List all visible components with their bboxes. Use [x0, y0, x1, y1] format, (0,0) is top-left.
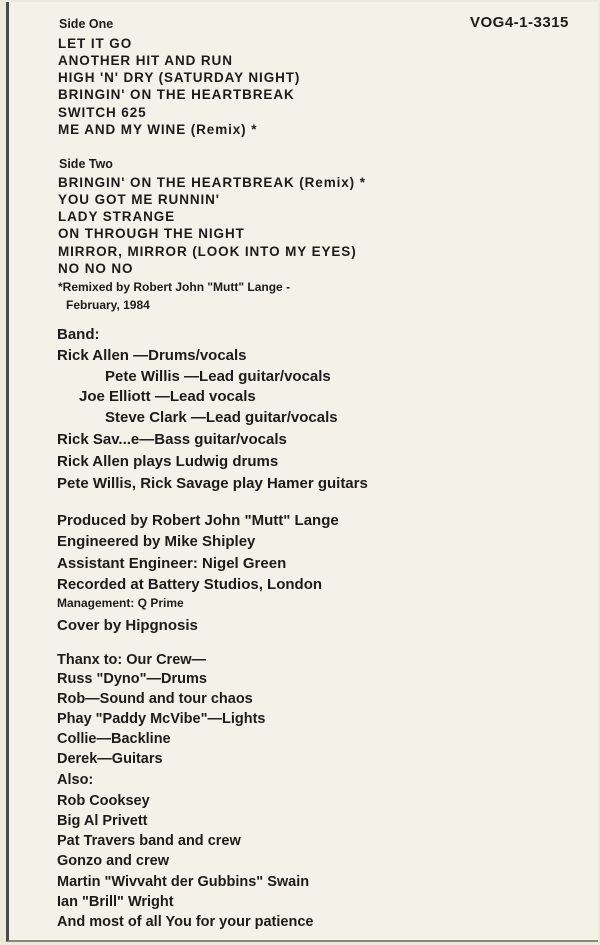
band-member: Rick Allen —Drums/vocals [57, 347, 247, 364]
band-member: Steve Clark —Lead guitar/vocals [105, 409, 338, 426]
thanks-line: Gonzo and crew [57, 853, 169, 869]
endorsement-line: Rick Allen plays Ludwig drums [57, 453, 279, 470]
thanks-line: Also: [57, 772, 94, 788]
thanks-line: Derek—Guitars [57, 751, 163, 767]
thanks-line: Russ "Dyno"—Drums [57, 671, 207, 687]
band-member: Joe Elliott —Lead vocals [79, 388, 256, 405]
engineer-credit: Engineered by Mike Shipley [57, 533, 256, 550]
thanks-line: Martin "Wivvaht der Gubbins" Swain [57, 874, 310, 890]
band-heading: Band: [57, 326, 100, 343]
track-item: YOU GOT ME RUNNIN' [58, 192, 220, 207]
track-item: SWITCH 625 [58, 105, 147, 120]
thanks-line: Big Al Privett [57, 813, 148, 829]
track-item: ANOTHER HIT AND RUN [58, 53, 233, 68]
thanks-line: Pat Travers band and crew [57, 833, 241, 849]
thanks-line: Ian "Brill" Wright [57, 894, 174, 910]
side-one-heading: Side One [59, 17, 114, 31]
remix-note-line: *Remixed by Robert John "Mutt" Lange - [58, 280, 291, 294]
thanks-line: Collie—Backline [57, 731, 171, 747]
catalog-number: VOG4-1-3315 [470, 14, 569, 31]
producer-credit: Produced by Robert John "Mutt" Lange [57, 512, 339, 529]
side-two-heading: Side Two [59, 157, 113, 171]
track-item: BRINGIN' ON THE HEARTBREAK [58, 87, 295, 102]
thanks-line: Thanx to: Our Crew— [57, 652, 207, 668]
band-member: Pete Willis —Lead guitar/vocals [105, 368, 331, 385]
track-item: BRINGIN' ON THE HEARTBREAK (Remix) * [58, 175, 366, 190]
band-member: Rick Sav...e—Bass guitar/vocals [57, 431, 287, 448]
track-item: ON THROUGH THE NIGHT [58, 226, 245, 241]
recording-studio-credit: Recorded at Battery Studios, London [57, 576, 323, 593]
endorsement-line: Pete Willis, Rick Savage play Hamer guitars [57, 475, 368, 492]
thanks-line: And most of all You for your patience [57, 914, 314, 930]
assistant-engineer-credit: Assistant Engineer: Nigel Green [57, 555, 287, 572]
thanks-line: Rob—Sound and tour chaos [57, 691, 253, 707]
track-item: LET IT GO [58, 36, 133, 51]
track-item: HIGH 'N' DRY (SATURDAY NIGHT) [58, 70, 301, 85]
thanks-line: Phay "Paddy McVibe"—Lights [57, 711, 266, 727]
track-item: ME AND MY WINE (Remix) * [58, 122, 258, 137]
cover-credit: Cover by Hipgnosis [57, 617, 198, 634]
thanks-line: Rob Cooksey [57, 793, 150, 809]
remix-note-line: February, 1984 [66, 298, 150, 312]
track-item: NO NO NO [58, 261, 134, 276]
track-item: LADY STRANGE [58, 209, 176, 224]
management-credit: Management: Q Prime [57, 596, 184, 610]
track-item: MIRROR, MIRROR (LOOK INTO MY EYES) [58, 244, 357, 259]
